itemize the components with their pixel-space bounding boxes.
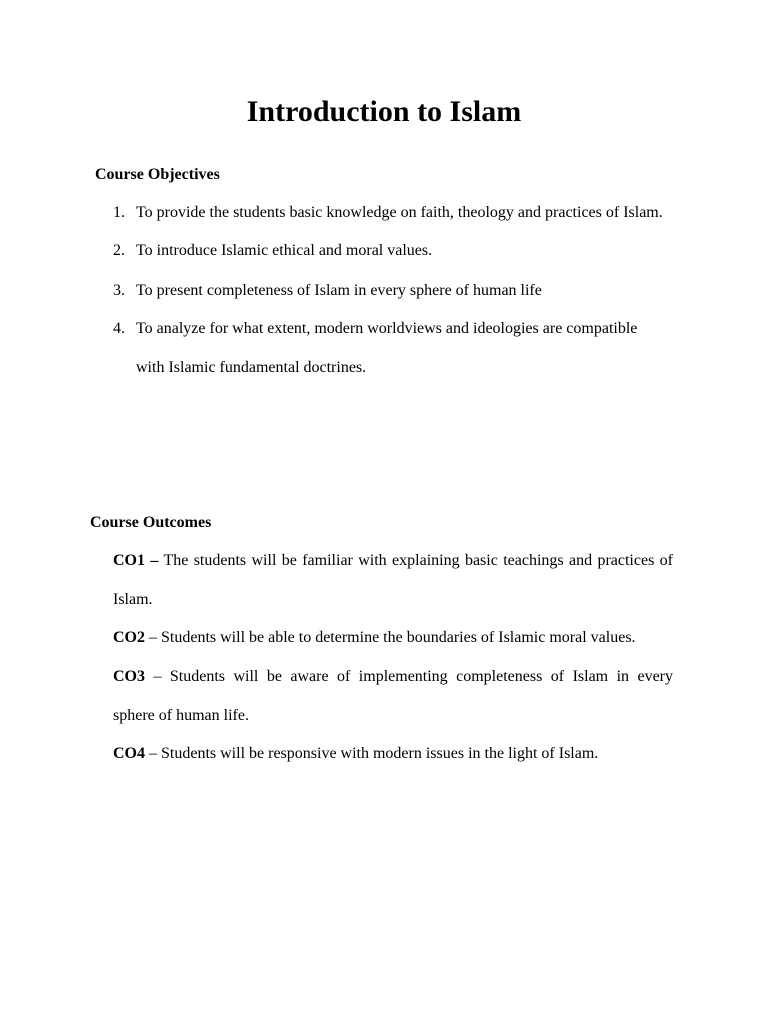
objective-text: To analyze for what extent, modern worldviews and ideologies are compatible bbox=[136, 320, 638, 337]
outcome-item bbox=[113, 628, 673, 648]
outcome-text: – Students will be responsive with modern issues in the light of Islam. bbox=[145, 745, 599, 762]
objective-number: 4. bbox=[113, 320, 125, 337]
outcome-continuation: Islam. bbox=[113, 591, 153, 608]
outcome-item bbox=[113, 667, 673, 687]
outcome-code: CO2 bbox=[113, 629, 145, 646]
outcome-code: CO4 bbox=[113, 745, 145, 762]
document-title: Introduction to Islam bbox=[246, 95, 522, 128]
outcome-code: CO1 – bbox=[113, 552, 159, 569]
objective-number: 2. bbox=[113, 242, 125, 259]
outcome-continuation: sphere of human life. bbox=[113, 707, 249, 724]
outcome-item bbox=[113, 744, 673, 764]
outcome-text: The students will be familiar with explaining basic teachings and practices of bbox=[158, 552, 674, 569]
course-outcomes-heading: Course Outcomes bbox=[90, 514, 212, 531]
objective-number: 3. bbox=[113, 282, 125, 299]
objective-number: 1. bbox=[113, 204, 125, 221]
course-objectives-heading: Course Objectives bbox=[95, 166, 220, 183]
outcome-text: – Students will be aware of implementing completeness of Islam in every bbox=[145, 668, 673, 685]
objective-text: To present completeness of Islam in every sphere of human life bbox=[136, 282, 542, 299]
objective-text: To provide the students basic knowledge on faith, theology and practices of Islam. bbox=[136, 204, 663, 221]
outcome-code: CO3 bbox=[113, 668, 145, 685]
objective-text: To introduce Islamic ethical and moral values. bbox=[136, 242, 433, 259]
objective-continuation: with Islamic fundamental doctrines. bbox=[136, 359, 367, 376]
outcome-item bbox=[113, 551, 673, 571]
outcome-text: – Students will be able to determine the boundaries of Islamic moral values. bbox=[145, 629, 636, 646]
